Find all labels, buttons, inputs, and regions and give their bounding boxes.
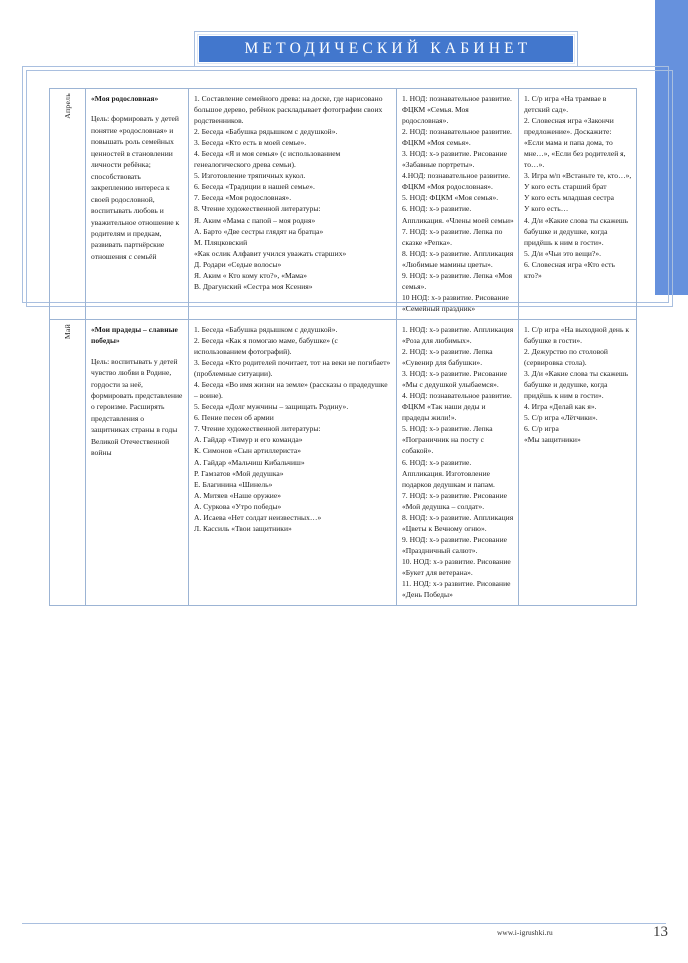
list-item: 4. Д/и «Какие слова ты скажешь бабушке и дедушке, когда придёшь к ним в гости». — [524, 215, 629, 247]
banner-fill — [199, 36, 573, 62]
list-item: У кого есть младшая сестра — [524, 193, 614, 203]
list-item: 1. Беседа «Бабушка рядышком с дедушкой». — [194, 324, 338, 334]
header-banner — [194, 31, 578, 67]
table-row — [50, 89, 637, 320]
list-item: 6. Словесная игра «Кто есть кто?» — [524, 259, 615, 280]
games-cell — [519, 89, 637, 320]
list-item: 6. Пение песен об армии — [194, 413, 274, 423]
list-item: 5. Беседа «Долг мужчины – защищать Родину». — [194, 402, 349, 412]
list-item: Р. Гамзатов «Мой дедушка» — [194, 468, 284, 478]
list-item: 6. С/р игра — [524, 424, 559, 434]
games-cell — [519, 319, 637, 605]
list-item: 5. Изготовление тряпичных кукол. — [194, 171, 306, 181]
list-item: 3. Беседа «Кто родителей почитает, тот на веки не погибает» (проблемные ситуации). — [194, 358, 391, 379]
list-item: 7. НОД: х-э развитие. Рисование «Мой дедушка – солдат». — [402, 490, 508, 511]
list-item: 3. Игра м/п «Встаньте те, кто…», — [524, 171, 632, 181]
list-item: 9. НОД: х-э развитие. Рисование «Праздничный салют». — [402, 534, 508, 555]
work-cell — [189, 89, 397, 320]
list-item: 6. НОД: х-э развитие. Аппликация. «Члены моей семьи» — [402, 204, 514, 225]
list-item: Е. Благинина «Шинель» — [194, 479, 273, 489]
list-item: А. Исаева «Нет солдат неизвестных…» — [194, 512, 322, 522]
list-item: 2. НОД: познавательное развитие. ФЦКМ «Моя семья». — [402, 127, 512, 148]
list-item: 2. НОД: х-э развитие. Лепка «Сувенир для бабушки». — [402, 347, 493, 368]
list-item: 5. НОД: ФЦКМ «Моя семья». — [402, 193, 499, 203]
list-item: У кого есть… — [524, 204, 569, 214]
theme-cell — [86, 319, 189, 605]
list-item: 1. С/р игра «На выходной день к бабушке в гости». — [524, 324, 630, 345]
month-cell — [50, 319, 86, 605]
list-item: 8. Чтение художественной литературы: — [194, 204, 321, 214]
list-item: 7. НОД: х-э развитие. Лепка по сказке «Репка». — [402, 226, 503, 247]
list-item: 8. НОД: х-э развитие. Аппликация «Цветы к Вечному огню». — [402, 512, 514, 533]
list-item: А. Суркова «Утро победы» — [194, 501, 282, 511]
list-item: А. Митяев «Наше оружие» — [194, 490, 282, 500]
list-item: 3. НОД: х-э развитие. Рисование «Забавные портреты». — [402, 149, 508, 170]
list-item: 2. Беседа «Бабушка рядышком с дедушкой». — [194, 127, 338, 137]
list-item: «Как ослик Алфавит учился уважать старших» — [194, 248, 347, 258]
page-number: 13 — [653, 924, 668, 940]
list-item: 2. Беседа «Как я помогаю маме, бабушке» (с использованием фотографий). — [194, 335, 338, 357]
theme-goal: Цель: воспитывать у детей чувство любви в Родине, гордости за неё, формировать представление о героизме. Расширять представления о защитниках страны в годы Великой Отечественной войны — [91, 356, 183, 458]
month-cell — [50, 89, 86, 320]
table-row — [50, 319, 637, 605]
theme-title: «Мои прадеды – славные победы» — [91, 324, 178, 346]
list-item: 10 НОД: х-э развитие. Рисование «Семейный праздник» — [402, 292, 509, 313]
plan-table-wrapper — [49, 88, 636, 606]
footer-url: www.i-igrushki.ru — [497, 928, 553, 937]
list-item: 1. НОД: познавательное развитие. ФЦКМ «Семья. Моя родословная». — [402, 94, 512, 126]
list-item: А. Барто «Две сестры глядят на братца» — [194, 226, 324, 236]
list-item: Д. Родари «Седые волосы» — [194, 259, 282, 269]
theme-cell — [86, 89, 189, 320]
list-item: 7. Чтение художественной литературы: — [194, 424, 321, 434]
list-item: 9. НОД: х-э развитие. Лепка «Моя семья». — [402, 270, 513, 291]
month-label: Май — [63, 323, 73, 340]
list-item: Я. Аким «Мама с папой – моя родня» — [194, 215, 316, 225]
list-item: 4. Беседа «Я и моя семья» (с использованием генеалогического древа семьи). — [194, 149, 341, 170]
list-item: 2. Дежурство по столовой (сервировка стола). — [524, 347, 608, 368]
month-label: Апрель — [63, 93, 73, 119]
theme-title: «Моя родословная» — [91, 94, 159, 103]
nod-cell — [397, 89, 519, 320]
list-item: 8. НОД: х-э развитие. Аппликация «Любимые мамины цветы». — [402, 248, 514, 269]
list-item: 4.НОД: познавательное развитие. ФЦКМ «Моя родословная». — [402, 171, 511, 192]
plan-table — [49, 88, 637, 606]
list-item: 3. НОД: х-э развитие. Рисование «Мы с дедушкой улыбаемся». — [402, 369, 508, 390]
list-item: 1. НОД: х-э развитие. Аппликация «Роза для любимых». — [402, 324, 514, 345]
list-item: 11. НОД: х-э развитие. Рисование «День Победы» — [402, 579, 511, 600]
list-item: 10. НОД: х-э развитие. Рисование «Букет для ветерана». — [402, 556, 511, 577]
list-item: Я. Аким « Кто кому кто?», «Мама» — [194, 270, 307, 280]
list-item: 4. Беседа «Во имя жизни на земле» (рассказы о прадедушке – воине). — [194, 380, 388, 401]
list-item: У кого есть старший брат — [524, 182, 607, 192]
page-title: МЕТОДИЧЕСКИЙ КАБИНЕТ — [244, 40, 532, 57]
list-item: 6. Беседа «Традиции в нашей семье». — [194, 182, 315, 192]
list-item: 4. Игра «Делай как я». — [524, 402, 597, 412]
list-item: «Мы защитники» — [524, 435, 581, 445]
list-item: 2. Словесная игра «Закончи предложение». Доскажите: «Если мама и папа дома, то мне…», «Если без родителей я, то…». — [524, 116, 626, 170]
list-item: Л. Кассиль «Твои защитники» — [194, 523, 292, 533]
work-cell — [189, 319, 397, 605]
nod-cell — [397, 319, 519, 605]
list-item: К. Симонов «Сын артиллериста» — [194, 446, 301, 456]
plan-table-body — [50, 89, 637, 606]
list-item: 4. НОД: познавательное развитие. ФЦКМ «Так наши деды и прадеды жили!». — [402, 391, 512, 423]
list-item: 5. НОД: х-э развитие. Лепка «Пограничник на посту с собакой». — [402, 424, 493, 456]
list-item: 1. Составление семейного древа: на доске, где нарисовано большое дерево, ребёнок раскладывает фотографии своих родственников. — [194, 94, 383, 126]
list-item: 1. С/р игра «На трамвае в детский сад». — [524, 94, 607, 115]
list-item: А. Гайдар «Мальчиш Кибальчиш» — [194, 457, 305, 467]
list-item: 6. НОД: х-э развитие. Аппликация. Изготовление подарков дедушкам и папам. — [402, 457, 495, 489]
list-item: 3. Беседа «Кто есть в моей семье». — [194, 138, 307, 148]
list-item: 3. Д/и «Какие слова ты скажешь бабушке и дедушке, когда придёшь к ним в гости». — [524, 369, 629, 401]
list-item: 5. С/р игра «Лётчики». — [524, 413, 598, 423]
list-item: В. Драгунский «Сестра моя Ксения» — [194, 281, 313, 291]
list-item: 7. Беседа «Моя родословная». — [194, 193, 292, 203]
theme-goal: Цель: формировать у детей понятие «родословная» и повышать роль семейных ценностей в становлении личности ребёнка; способствовать закреплению интереса к своей родословной, воспитывать любовь и уважительное отношение к родителям и предкам, развивать партнёрские отношения с семьёй — [91, 114, 180, 261]
list-item: А. Гайдар «Тимур и его команда» — [194, 435, 303, 445]
footer-divider — [22, 923, 666, 924]
list-item: 5. Д/и «Чьи это вещи?». — [524, 248, 602, 258]
list-item: М. Пляцковский — [194, 237, 248, 247]
